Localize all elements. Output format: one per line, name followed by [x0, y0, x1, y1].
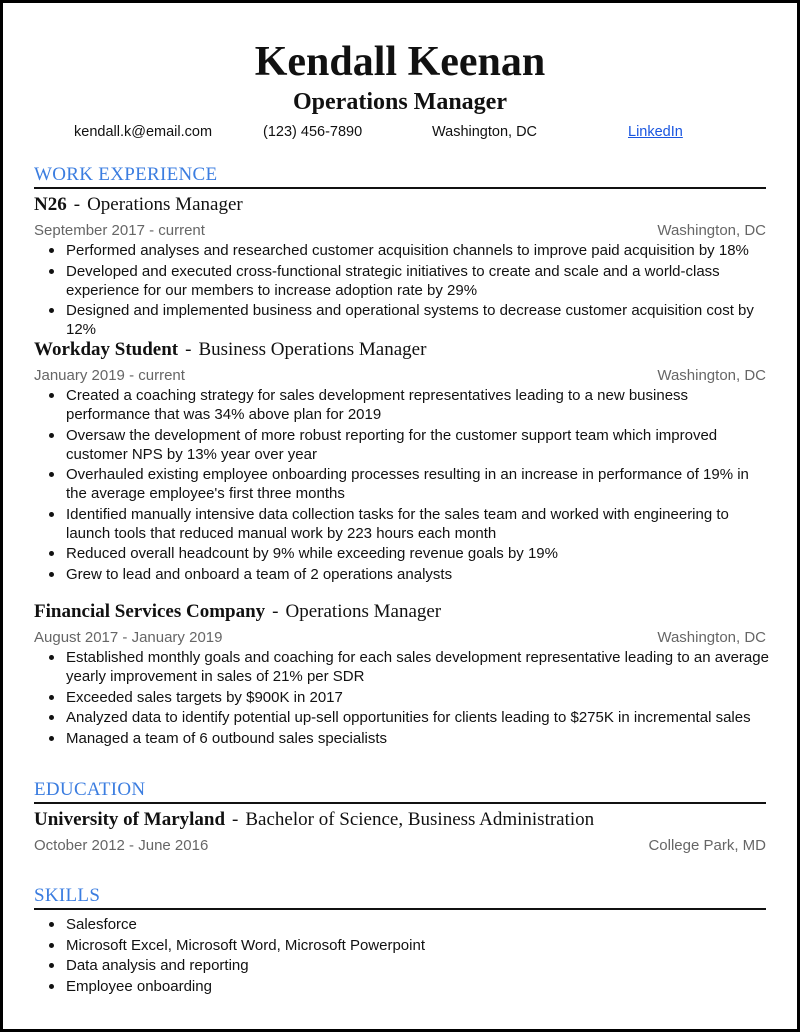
section-divider	[34, 187, 766, 189]
candidate-name: Kendall Keenan	[254, 39, 546, 85]
linkedin-link[interactable]: LinkedIn	[628, 124, 683, 140]
job-company: Workday Student	[34, 339, 179, 360]
list-item: Analyzed data to identify potential up-sell opportunities for clients leading to $275K in incremental sales	[34, 708, 770, 727]
job-header	[34, 338, 426, 362]
job-dates: January 2019 - current	[34, 367, 185, 384]
list-item: Established monthly goals and coaching for each sales development representative leading to an average yearly improvement in sales of 21% per SDR	[34, 648, 770, 686]
list-item: Developed and executed cross-functional strategic initiatives to create and scale and a world-class experience for our members to increase adoption rate by 29%	[34, 262, 770, 300]
job-location: Washington, DC	[657, 629, 766, 646]
job-bullets	[34, 648, 770, 749]
job-dates: September 2017 - current	[34, 222, 205, 239]
education-location: College Park, MD	[648, 837, 766, 854]
contact-email: kendall.k@email.com	[74, 124, 213, 140]
candidate-title: Operations Manager	[293, 89, 507, 115]
list-item: Salesforce	[34, 915, 770, 934]
list-item: Exceeded sales targets by $900K in 2017	[34, 688, 770, 707]
job-location: Washington, DC	[657, 222, 766, 239]
list-item: Microsoft Excel, Microsoft Word, Microsoft Powerpoint	[34, 936, 770, 955]
list-item: Performed analyses and researched customer acquisition channels to improve paid acquisition by 18%	[34, 241, 770, 260]
education-separator: -	[232, 809, 239, 830]
education-school: University of Maryland	[34, 809, 226, 830]
contact-location: Washington, DC	[432, 124, 538, 140]
job-separator: -	[185, 339, 192, 360]
job-separator: -	[73, 194, 81, 215]
list-item: Managed a team of 6 outbound sales specialists	[34, 729, 770, 748]
education-degree: Bachelor of Science,	[245, 809, 404, 830]
job-dates: August 2017 - January 2019	[34, 629, 223, 646]
list-item: Created a coaching strategy for sales development representatives leading to a new business performance that was 34% above plan for 2019	[34, 386, 770, 424]
job-location: Washington, DC	[657, 367, 766, 384]
section-divider	[34, 802, 766, 804]
section-divider	[34, 908, 766, 910]
job-bullets	[34, 386, 770, 585]
job-header	[34, 600, 441, 624]
list-item: Employee onboarding	[34, 977, 770, 996]
list-item: Data analysis and reporting	[34, 956, 770, 975]
job-company: Financial Services Company	[34, 601, 266, 622]
education-dates: October 2012 - June 2016	[34, 837, 209, 854]
section-title-education: EDUCATION	[34, 779, 146, 800]
list-item: Designed and implemented business and operational systems to decrease customer acquisition cost by 12%	[34, 301, 770, 339]
section-title-work-experience: WORK EXPERIENCE	[34, 164, 218, 185]
education-header	[34, 808, 594, 832]
job-role: Operations Manager	[285, 601, 442, 622]
job-separator: -	[272, 601, 279, 622]
section-title-skills: SKILLS	[34, 885, 101, 906]
contact-phone: (123) 456-7890	[263, 124, 363, 140]
list-item: Reduced overall headcount by 9% while exceeding revenue goals by 19%	[34, 544, 770, 563]
list-item: Overhauled existing employee onboarding processes resulting in an increase in performance of 19% in the average employee's first three months	[34, 465, 770, 503]
job-bullets	[34, 241, 770, 341]
job-role: Operations Manager	[87, 194, 243, 215]
job-company: N26	[34, 194, 67, 215]
list-item: Grew to lead and onboard a team of 2 operations analysts	[34, 565, 770, 584]
education-field: Business Administration	[407, 809, 595, 830]
list-item: Identified manually intensive data collection tasks for the sales team and worked with engineering to launch tools that reduced manual work by 223 hours each month	[34, 505, 770, 543]
list-item: Oversaw the development of more robust reporting for the customer support team which improved customer NPS by 13% year over year	[34, 426, 770, 464]
skills-list	[34, 915, 770, 997]
job-header	[34, 193, 243, 217]
resume-page	[3, 3, 797, 1029]
job-role: Business Operations Manager	[198, 339, 427, 360]
